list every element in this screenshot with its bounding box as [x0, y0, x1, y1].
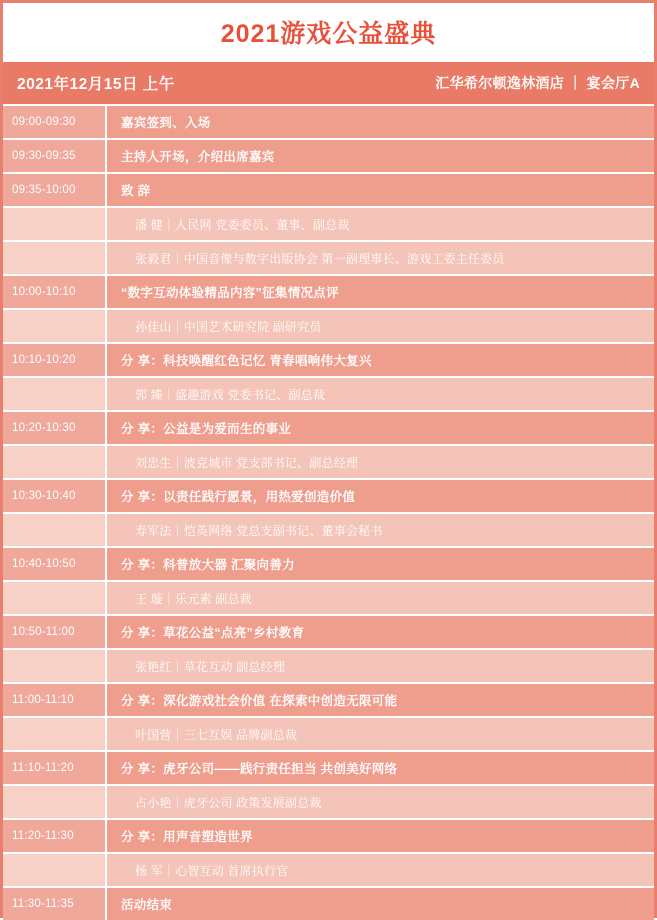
agenda-row-topic: 分 享：深化游戏社会价值 在探索中创造无限可能	[105, 684, 654, 716]
agenda-row	[3, 512, 654, 546]
agenda-row-time	[3, 514, 105, 546]
page-title: 2021游戏公益盛典	[220, 20, 437, 48]
agenda-row-time: 11:10-11:20	[3, 752, 105, 784]
agenda-row	[3, 240, 654, 274]
agenda-row	[3, 750, 654, 784]
agenda-row-time: 11:30-11:35	[3, 888, 105, 920]
agenda-row-speaker: 孙佳山｜中国艺术研究院 副研究员	[105, 310, 654, 342]
agenda-row-time: 09:30-09:35	[3, 140, 105, 172]
agenda-row	[3, 818, 654, 852]
agenda-row	[3, 852, 654, 886]
agenda-row	[3, 274, 654, 308]
agenda-row-time: 11:20-11:30	[3, 820, 105, 852]
agenda-row-time: 10:00-10:10	[3, 276, 105, 308]
agenda-row-time: 10:10-10:20	[3, 344, 105, 376]
agenda-row-topic: 活动结束	[105, 888, 654, 920]
agenda-row	[3, 478, 654, 512]
agenda-row-time	[3, 378, 105, 410]
agenda-row	[3, 444, 654, 478]
agenda-rows	[3, 104, 654, 920]
agenda-row	[3, 648, 654, 682]
agenda-row	[3, 138, 654, 172]
agenda-row-topic: 主持人开场，介绍出席嘉宾	[105, 140, 654, 172]
agenda-row	[3, 784, 654, 818]
agenda-row-time	[3, 582, 105, 614]
agenda-row	[3, 546, 654, 580]
agenda-row-time: 09:35-10:00	[3, 174, 105, 206]
header-bar	[3, 62, 654, 104]
agenda-row-topic: 分 享：以责任践行愿景，用热爱创造价值	[105, 480, 654, 512]
agenda-row	[3, 580, 654, 614]
agenda-row-time: 11:00-11:10	[3, 684, 105, 716]
agenda-row	[3, 308, 654, 342]
agenda-row	[3, 682, 654, 716]
agenda-row-speaker: 郭 臻｜盛趣游戏 党委书记、副总裁	[105, 378, 654, 410]
agenda-row-topic: 嘉宾签到、入场	[105, 106, 654, 138]
agenda-row-time	[3, 242, 105, 274]
agenda-row-topic: 致 辞	[105, 174, 654, 206]
agenda-row-time	[3, 446, 105, 478]
agenda-row-topic: 分 享：科技唤醒红色记忆 青春唱响伟大复兴	[105, 344, 654, 376]
agenda-row-speaker: 刘忠生｜波克城市 党支部书记、副总经理	[105, 446, 654, 478]
agenda-row-time	[3, 786, 105, 818]
agenda-row	[3, 410, 654, 444]
agenda-row-time: 10:50-11:00	[3, 616, 105, 648]
agenda-row-speaker: 王 璇｜乐元素 副总裁	[105, 582, 654, 614]
agenda-row-topic: “数字互动体验精品内容”征集情况点评	[105, 276, 654, 308]
agenda-row	[3, 716, 654, 750]
agenda-row	[3, 172, 654, 206]
agenda-row-topic: 分 享：草花公益“点亮”乡村教育	[105, 616, 654, 648]
agenda-row-topic: 分 享：用声音塑造世界	[105, 820, 654, 852]
agenda-row-speaker: 潘 健｜人民网 党委委员、董事、副总裁	[105, 208, 654, 240]
agenda-row-topic: 分 享：公益是为爱而生的事业	[105, 412, 654, 444]
agenda-row	[3, 342, 654, 376]
agenda-row-speaker: 张毅君｜中国音像与数字出版协会 第一副理事长、游戏工委主任委员	[105, 242, 654, 274]
agenda-row-time	[3, 854, 105, 886]
agenda-row-time	[3, 650, 105, 682]
agenda-row	[3, 206, 654, 240]
event-venue: 汇华希尔顿逸林酒店 ｜ 宴会厅A	[435, 75, 640, 91]
agenda-row-time	[3, 310, 105, 342]
agenda-row-time: 10:30-10:40	[3, 480, 105, 512]
agenda-row-time	[3, 208, 105, 240]
agenda-row-time	[3, 718, 105, 750]
agenda-row-speaker: 寿军法｜恺英网络 党总支副书记、董事会秘书	[105, 514, 654, 546]
agenda-row-speaker: 占小艳｜虎牙公司 政策发展副总裁	[105, 786, 654, 818]
agenda-row	[3, 376, 654, 410]
agenda-row	[3, 614, 654, 648]
event-date: 2021年12月15日 上午	[17, 76, 175, 93]
agenda-row-speaker: 杨 军｜心智互动 首席执行官	[105, 854, 654, 886]
agenda-row-time: 09:00-09:30	[3, 106, 105, 138]
agenda-row-time: 10:40-10:50	[3, 548, 105, 580]
agenda-row-speaker: 叶国营｜三七互娱 品牌副总裁	[105, 718, 654, 750]
agenda-row	[3, 886, 654, 920]
agenda-row-time: 10:20-10:30	[3, 412, 105, 444]
agenda-row-topic: 分 享：科普放大器 汇聚向善力	[105, 548, 654, 580]
agenda-row	[3, 104, 654, 138]
agenda-row-speaker: 张艳红｜草花互动 副总经理	[105, 650, 654, 682]
agenda-row-topic: 分 享：虎牙公司——践行责任担当 共创美好网络	[105, 752, 654, 784]
